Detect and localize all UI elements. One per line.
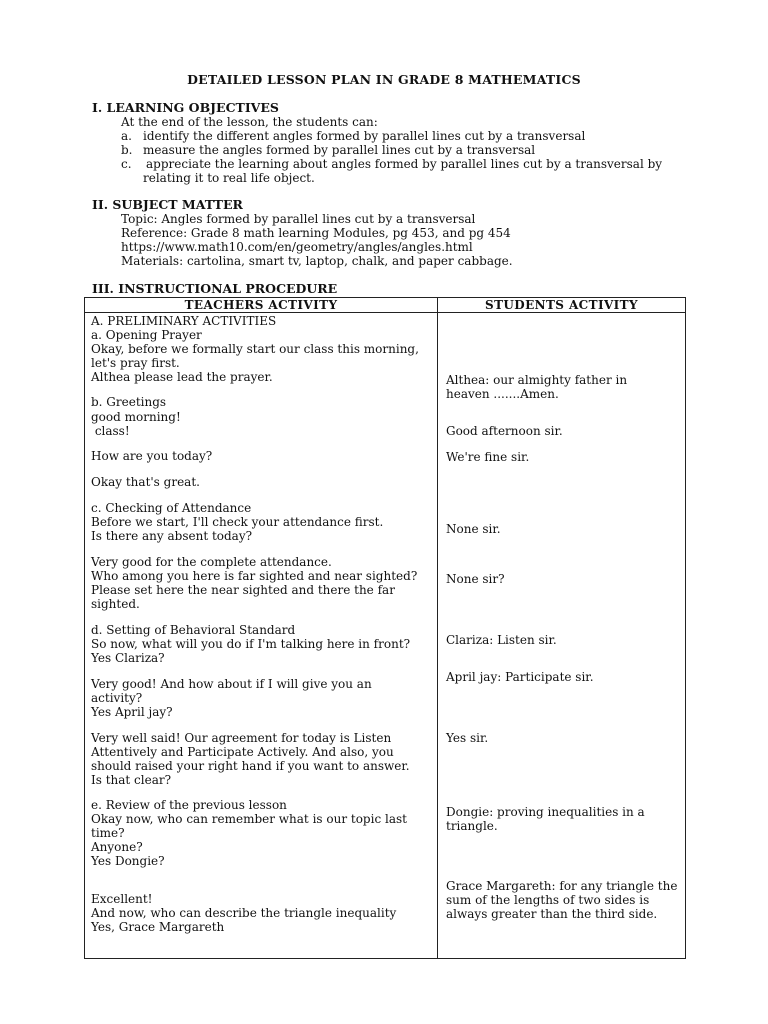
teacher-line: Is that clear? [91, 773, 172, 787]
student-line: Clariza: Listen sir. [446, 633, 557, 647]
student-line: Yes sir. [446, 731, 489, 745]
teacher-line: Okay that's great. [91, 475, 200, 489]
procedure-table [84, 297, 686, 959]
teacher-line: Very good! And how about if I will give you an [91, 677, 372, 691]
student-activity-cell [438, 313, 686, 959]
teacher-line: good morning! [91, 410, 181, 424]
objectives-heading: I. LEARNING OBJECTIVES [92, 100, 279, 115]
teacher-activity-cell [85, 313, 438, 959]
student-column-header: STUDENTS ACTIVITY [438, 298, 686, 313]
teacher-line: So now, what will you do if I'm talking here in front? [91, 637, 411, 651]
teacher-line: Anyone? [91, 840, 143, 854]
teacher-line: Excellent! [91, 892, 153, 906]
teacher-line: Okay, before we formally start our class this morning, [91, 342, 419, 356]
objective-text-b: measure the angles formed by parallel lines cut by a transversal [143, 143, 536, 157]
subject-materials: Materials: cartolina, smart tv, laptop, chalk, and paper cabbage. [121, 254, 513, 268]
student-line: triangle. [446, 819, 498, 833]
opening-prayer-heading: a. Opening Prayer [91, 328, 202, 342]
table-body-row [85, 313, 686, 959]
document-title: DETAILED LESSON PLAN IN GRADE 8 MATHEMATICS [187, 72, 581, 87]
review-heading: e. Review of the previous lesson [91, 798, 287, 812]
subject-url: https://www.math10.com/en/geometry/angles/angles.html [121, 240, 473, 254]
objective-label-a: a. [121, 129, 132, 143]
behavioral-standard-heading: d. Setting of Behavioral Standard [91, 623, 296, 637]
teacher-line: Very good for the complete attendance. [91, 555, 332, 569]
objective-text-c-cont: relating it to real life object. [143, 171, 315, 185]
teacher-line: class! [91, 424, 130, 438]
subject-heading: II. SUBJECT MATTER [92, 197, 243, 212]
student-line: April jay: Participate sir. [446, 670, 594, 684]
student-line: Good afternoon sir. [446, 424, 563, 438]
teacher-line: Yes Dongie? [91, 854, 165, 868]
subject-reference: Reference: Grade 8 math learning Modules, pg 453, and pg 454 [121, 226, 511, 240]
teacher-line: Attentively and Participate Actively. And also, you [91, 745, 394, 759]
teacher-line: Althea please lead the prayer. [91, 370, 273, 384]
student-line: None sir. [446, 522, 501, 536]
objective-text-a: identify the different angles formed by parallel lines cut by a transversal [143, 129, 586, 143]
teacher-line: Yes April jay? [91, 705, 173, 719]
greetings-heading: b. Greetings [91, 395, 167, 409]
subject-topic: Topic: Angles formed by parallel lines cut by a transversal [121, 212, 476, 226]
student-line: None sir? [446, 572, 505, 586]
teacher-line: Please set here the near sighted and there the far [91, 583, 395, 597]
table-header-row [85, 298, 686, 313]
objectives-intro: At the end of the lesson, the students can: [121, 115, 378, 129]
teacher-line: time? [91, 826, 125, 840]
objective-label-c: c. [121, 157, 132, 171]
procedure-heading: III. INSTRUCTIONAL PROCEDURE [92, 281, 338, 296]
objective-text-c: appreciate the learning about angles formed by parallel lines cut by a transversal by [146, 157, 663, 171]
teacher-line: Yes Clariza? [91, 651, 165, 665]
teacher-line: Okay now, who can remember what is our topic last [91, 812, 407, 826]
student-line: Althea: our almighty father in [446, 373, 628, 387]
teacher-line: Yes, Grace Margareth [91, 920, 225, 934]
teacher-column-header: TEACHERS ACTIVITY [85, 298, 438, 313]
student-line: Grace Margareth: for any triangle the [446, 879, 678, 893]
teacher-line: sighted. [91, 597, 140, 611]
teacher-line: And now, who can describe the triangle inequality [91, 906, 397, 920]
teacher-line: Before we start, I'll check your attendance first. [91, 515, 384, 529]
teacher-line: should raised your right hand if you want to answer. [91, 759, 410, 773]
teacher-line: Is there any absent today? [91, 529, 253, 543]
preliminary-heading: A. PRELIMINARY ACTIVITIES [91, 314, 277, 328]
teacher-line: Very well said! Our agreement for today is Listen [91, 731, 392, 745]
teacher-line: activity? [91, 691, 143, 705]
attendance-heading: c. Checking of Attendance [91, 501, 252, 515]
student-line: We're fine sir. [446, 450, 530, 464]
teacher-line: let's pray first. [91, 356, 180, 370]
student-line: heaven .......Amen. [446, 387, 559, 401]
student-line: Dongie: proving inequalities in a [446, 805, 645, 819]
student-line: always greater than the third side. [446, 907, 658, 921]
objective-label-b: b. [121, 143, 133, 157]
student-line: sum of the lengths of two sides is [446, 893, 650, 907]
teacher-line: How are you today? [91, 449, 213, 463]
teacher-line: Who among you here is far sighted and near sighted? [91, 569, 418, 583]
